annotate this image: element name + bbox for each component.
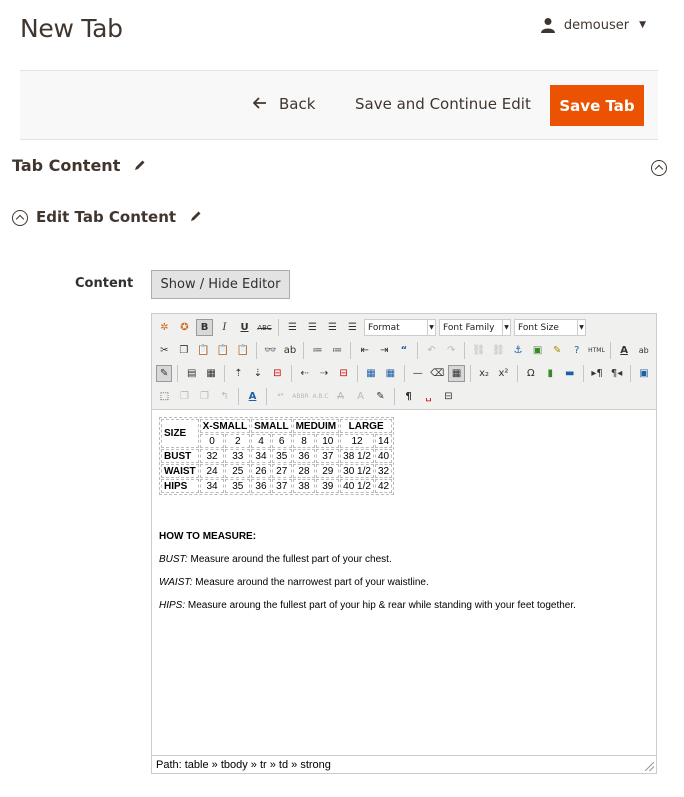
measure-text: Measure around the fullest part of your chest. (187, 554, 392, 565)
table-cell: 42 (375, 479, 392, 493)
row-label-cell: BUST (161, 449, 199, 463)
blockquote-icon[interactable]: “ (400, 345, 408, 356)
special-char-icon[interactable]: Ω (527, 368, 535, 379)
strikethrough-icon[interactable]: ABC (257, 323, 272, 332)
caret-down-icon: ▼ (639, 20, 646, 30)
subsection-title: Edit Tab Content (36, 208, 177, 226)
subsection-edit-tab-content[interactable] (36, 208, 202, 226)
save-and-continue-button[interactable]: Save and Continue Edit (355, 95, 531, 113)
table-cell: 32 (375, 464, 392, 478)
delete-row-icon[interactable]: ⊟ (273, 368, 282, 379)
editor-toolbar (152, 314, 656, 410)
table-cell: 37 (272, 479, 292, 493)
resize-grip-icon[interactable] (645, 762, 654, 771)
table-cell: 35 (225, 479, 250, 493)
subscript-icon[interactable]: x₂ (479, 368, 490, 379)
measure-item (159, 554, 650, 565)
measure-term: WAIST: (159, 577, 193, 588)
table-cell: 34 (200, 479, 225, 493)
move-backward-icon[interactable]: ❐ (200, 391, 209, 402)
size-number-cell: 0 (200, 434, 225, 448)
abbr-icon[interactable]: ABBR (292, 393, 309, 400)
table-row (161, 479, 392, 493)
table-cell: 40 (375, 449, 392, 463)
format-select[interactable]: Format ▼ (364, 319, 436, 336)
measure-item (159, 577, 650, 588)
merge-cells-icon[interactable]: ▦ (385, 368, 396, 379)
table-row (161, 419, 392, 433)
absolute-icon[interactable]: ↰ (220, 391, 229, 402)
paste-text-icon[interactable]: 📋 (216, 345, 230, 356)
toolbar-separator (278, 319, 279, 336)
copy-icon[interactable]: ❐ (179, 345, 189, 356)
text-color-icon[interactable]: A (620, 345, 628, 356)
table-cell-props-icon[interactable]: ▦ (206, 368, 216, 379)
font-size-select[interactable]: Font Size ▼ (514, 319, 586, 336)
bullet-list-icon[interactable]: ≔ (312, 345, 323, 356)
page-break-icon[interactable]: ⊟ (444, 391, 453, 402)
table-cell: 26 (251, 464, 271, 478)
ltr-icon[interactable]: ▸¶ (591, 368, 603, 379)
horizontal-rule-icon[interactable]: — (412, 368, 423, 379)
align-center-icon[interactable]: ☰ (308, 322, 317, 333)
size-number-cell: 2 (225, 434, 250, 448)
col-before-icon[interactable]: ⇠ (300, 368, 309, 379)
table-cell: 25 (225, 464, 250, 478)
table-row (161, 449, 392, 463)
table-cell: 24 (200, 464, 225, 478)
table-cell: 39 (316, 479, 339, 493)
font-family-select[interactable]: Font Family ▼ (439, 319, 511, 336)
size-number-cell: 4 (251, 434, 271, 448)
status-path-text: Path: table » tbody » tr » td » strong (156, 759, 331, 771)
measure-text: Measure aroung the fullest part of your hip & rear while standing with your feet together. (185, 600, 576, 611)
table-cell: 38 1/2 (340, 449, 374, 463)
replace-icon[interactable]: ab (283, 345, 297, 356)
show-hide-editor-button[interactable]: Show / Hide Editor (151, 270, 290, 299)
measure-term: HIPS: (159, 600, 186, 611)
fullscreen-icon[interactable]: ▣ (639, 368, 649, 379)
page-title: New Tab (20, 14, 123, 43)
size-chart-table (159, 417, 394, 495)
page-actions-bar (20, 70, 658, 140)
style-props-icon[interactable]: A (248, 391, 257, 402)
bold-icon[interactable]: B (196, 319, 213, 336)
superscript-icon[interactable]: x² (498, 368, 509, 379)
pencil-icon[interactable] (190, 208, 202, 226)
table-row-props-icon[interactable]: ▤ (186, 368, 197, 379)
editor-status-path (151, 755, 657, 774)
section-tab-content[interactable] (12, 156, 146, 175)
table-cell: 35 (272, 449, 292, 463)
editor-content-area[interactable] (152, 410, 656, 618)
underline-icon[interactable]: U (240, 322, 249, 333)
move-forward-icon[interactable]: ❐ (180, 391, 189, 402)
split-cells-icon[interactable]: ▦ (366, 368, 376, 379)
collapse-subsection-icon[interactable] (12, 210, 28, 226)
magento-widget-icon[interactable]: ✲ (160, 322, 169, 333)
section-title: Tab Content (12, 156, 121, 175)
align-right-icon[interactable]: ☰ (328, 322, 337, 333)
show-blocks-icon[interactable]: ¶ (405, 391, 412, 402)
row-label-cell: WAIST (161, 464, 199, 478)
ins-icon[interactable]: A (357, 391, 364, 402)
italic-icon[interactable]: I (222, 322, 227, 333)
size-number-cell: 10 (316, 434, 339, 448)
arrow-left-icon (253, 95, 267, 113)
wysiwyg-editor (151, 313, 657, 773)
row-before-icon[interactable]: ⇡ (234, 368, 243, 379)
paste-icon[interactable]: 📋 (197, 345, 210, 356)
horizontal-line-icon[interactable]: ▬ (564, 368, 575, 379)
pencil-icon[interactable] (134, 156, 146, 175)
size-number-cell: 8 (293, 434, 316, 448)
nonbreaking-icon[interactable]: ␣ (425, 391, 432, 402)
size-number-cell: 14 (375, 434, 392, 448)
acronym-icon[interactable]: A.B.C (312, 393, 329, 400)
content-label: Content (75, 276, 134, 291)
user-menu[interactable] (540, 17, 646, 33)
table-cell: 38 (293, 479, 316, 493)
table-cell: 40 1/2 (340, 479, 374, 493)
image-icon[interactable]: ▣ (532, 345, 543, 356)
save-tab-button[interactable]: Save Tab (550, 85, 644, 126)
table-cell: 36 (251, 479, 271, 493)
col-after-icon[interactable]: ⇢ (319, 368, 329, 379)
cite-icon[interactable]: ❝❞ (277, 393, 284, 400)
remove-format-icon[interactable]: ⌫ (430, 368, 445, 379)
magento-variable-icon[interactable]: ✪ (180, 322, 189, 333)
indent-icon[interactable]: ⇥ (380, 345, 389, 356)
measure-item (159, 600, 650, 611)
unlink-icon[interactable]: ⛓ (492, 345, 505, 356)
table-cell: 37 (316, 449, 339, 463)
rtl-icon[interactable]: ¶◂ (610, 368, 623, 379)
media-icon[interactable]: ▮ (547, 368, 554, 379)
link-icon[interactable]: ⛓ (472, 345, 486, 356)
table-cell: 36 (293, 449, 316, 463)
measure-heading: HOW TO MEASURE: (159, 531, 257, 542)
table-cell: 29 (316, 464, 339, 478)
html-icon[interactable]: HTML (588, 347, 605, 354)
delete-col-icon[interactable]: ⊟ (339, 368, 348, 379)
anchor-icon[interactable]: ⚓ (513, 345, 523, 356)
cleanup-icon[interactable]: ✎ (553, 345, 562, 356)
redo-icon[interactable]: ↷ (446, 345, 456, 356)
table-cell: 30 1/2 (340, 464, 374, 478)
table-cell: 33 (225, 449, 250, 463)
undo-icon[interactable]: ↶ (427, 345, 436, 356)
table-cell: 28 (293, 464, 316, 478)
find-icon[interactable]: 👓 (264, 345, 277, 356)
back-button[interactable] (253, 95, 315, 113)
table-row (161, 464, 392, 478)
user-name: demouser (563, 17, 630, 33)
numbered-list-icon[interactable]: ≔ (332, 345, 343, 356)
align-left-icon[interactable]: ☰ (288, 322, 297, 333)
table-cell: 27 (272, 464, 292, 478)
back-label: Back (279, 95, 316, 113)
table-header-cell: SMALL (251, 419, 291, 433)
insert-layer-icon[interactable]: ⬚ (159, 391, 170, 402)
outdent-icon[interactable]: ⇤ (360, 345, 369, 356)
cut-icon[interactable]: ✂ (160, 345, 169, 356)
size-number-cell: 6 (272, 434, 292, 448)
row-label-cell: HIPS (161, 479, 199, 493)
insert-time-icon[interactable]: ✎ (156, 365, 172, 382)
measure-term: BUST: (159, 554, 188, 565)
user-icon (540, 17, 556, 33)
table-cell: 32 (200, 449, 225, 463)
table-header-cell: LARGE (340, 419, 392, 433)
row-after-icon[interactable]: ⇣ (253, 368, 263, 379)
table-header-cell: MEDUIM (293, 419, 340, 433)
paste-word-icon[interactable]: 📋 (236, 345, 249, 356)
background-color-icon[interactable]: ab (638, 346, 649, 355)
table-cell: 34 (251, 449, 271, 463)
collapse-section-icon[interactable] (651, 160, 667, 176)
attributes-icon[interactable]: ✎ (376, 391, 385, 402)
table-header-cell: X-SMALL (200, 419, 250, 433)
size-number-cell: 12 (340, 434, 374, 448)
del-icon[interactable]: A (337, 391, 344, 402)
visual-aid-icon[interactable]: ▦ (448, 365, 464, 382)
align-justify-icon[interactable]: ☰ (348, 322, 357, 333)
size-label-cell: SIZE (161, 419, 199, 448)
measure-text: Measure around the narrowest part of your waistline. (192, 577, 429, 588)
help-icon[interactable]: ? (574, 345, 580, 356)
